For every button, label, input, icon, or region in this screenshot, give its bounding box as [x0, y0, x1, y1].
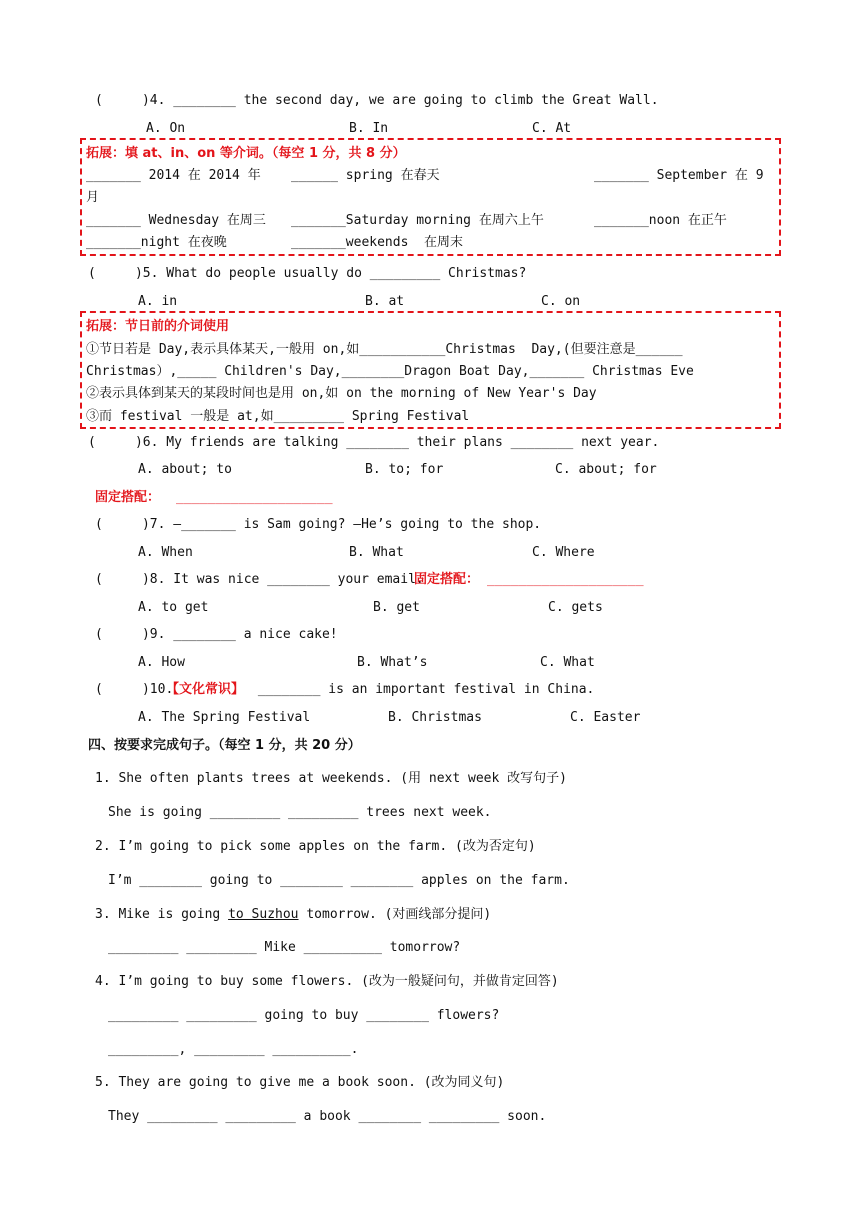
- sentence-4-question: 4. I’m going to buy some flowers. (改为一般疑问句，并做肯定回答): [95, 974, 559, 989]
- ext1-row2-col3: _______noon 在正午: [594, 213, 727, 228]
- section-4-title: 四、按要求完成句子。（每空 1 分，共 20 分）: [88, 738, 361, 753]
- question-5-stem: ( )5. What do people usually do _________ Christmas?: [88, 266, 527, 281]
- q4-option-b: B. In: [349, 121, 389, 136]
- sentence-2-question: 2. I’m going to pick some apples on the farm. (改为否定句): [95, 839, 536, 854]
- question-6-stem: ( )6. My friends are talking ________ their plans ________ next year.: [88, 435, 660, 450]
- ext2-line-2: Christmas）,_____ Children's Day,________Dragon Boat Day,_______ Christmas Eve: [86, 364, 694, 379]
- extension-1-title: 拓展：填 at、in、on 等介词。（每空 1 分，共 8 分）: [86, 146, 406, 161]
- ext1-row2-col2: _______Saturday morning 在周六上午: [291, 213, 544, 228]
- question-4-stem: ( )4. ________ the second day, we are going to climb the Great Wall.: [95, 93, 659, 108]
- q10-option-b: B. Christmas: [388, 710, 482, 725]
- ext2-line-3: ②表示具体到某天的某段时间也是用 on,如 on the morning of New Year's Day: [86, 386, 597, 401]
- sentence-1-answer: She is going _________ _________ trees next week.: [108, 805, 492, 820]
- question-10-stem: ________ is an important festival in China.: [250, 682, 595, 697]
- sentence-5-answer: They _________ _________ a book ________ _________ soon.: [108, 1109, 547, 1124]
- q7-option-b: B. What: [349, 545, 404, 560]
- underlined-phrase: to Suzhou: [228, 907, 299, 922]
- q9-option-a: A. How: [138, 655, 185, 670]
- q9-option-c: C. What: [540, 655, 595, 670]
- question-8-stem: ( )8. It was nice ________ your email.: [95, 572, 424, 587]
- q4-option-a: A. On: [146, 121, 186, 136]
- ext1-row2-col1: _______ Wednesday 在周三: [86, 213, 266, 228]
- q7-option-c: C. Where: [532, 545, 595, 560]
- sentence-4-answer-1: _________ _________ going to buy ________ flowers?: [108, 1008, 500, 1023]
- ext1-row3-col2: _______weekends 在周末: [291, 235, 464, 250]
- q6-option-b: B. to; for: [365, 462, 444, 477]
- ext1-row3-col1: _______night 在夜晚: [86, 235, 227, 250]
- q8-option-c: C. gets: [548, 600, 603, 615]
- q8-option-b: B. get: [373, 600, 420, 615]
- extension-2-title: 拓展：节日前的介词使用: [86, 319, 230, 334]
- question-7-stem: ( )7. —_______ is Sam going? —He’s going to the shop.: [95, 517, 542, 532]
- ext1-row1-col3-wrap: 月: [86, 190, 100, 205]
- ext1-row1-col1: _______ 2014 在 2014 年: [86, 168, 261, 183]
- ext2-line-4: ③而 festival 一般是 at,如_________ Spring Festival: [86, 409, 470, 424]
- q6-option-a: A. about; to: [138, 462, 232, 477]
- fixed-collocation-blank: ____________________: [176, 490, 333, 505]
- q8-option-a: A. to get: [138, 600, 209, 615]
- sentence-3-question: 3. Mike is going to Suzhou tomorrow. (对画线部分提问): [95, 907, 492, 922]
- q10-option-c: C. Easter: [570, 710, 641, 725]
- q8-fixed-collocation-blank: ____________________: [487, 572, 644, 587]
- culture-tag: 【文化常识】: [166, 682, 245, 697]
- q4-option-c: C. At: [532, 121, 572, 136]
- sentence-1-question: 1. She often plants trees at weekends. (用 next week 改写句子): [95, 771, 567, 786]
- sentence-5-question: 5. They are going to give me a book soon. (改为同义句): [95, 1075, 505, 1090]
- ext2-line-1: ①节日若是 Day,表示具体某天,一般用 on,如___________Christmas Day,(但要注意是______: [86, 342, 683, 357]
- sentence-2-answer: I’m ________ going to ________ ________ apples on the farm.: [108, 873, 570, 888]
- q5-option-b: B. at: [365, 294, 405, 309]
- question-9-stem: ( )9. ________ a nice cake!: [95, 627, 338, 642]
- q5-option-a: A. in: [138, 294, 178, 309]
- q7-option-a: A. When: [138, 545, 193, 560]
- sentence-3-answer: _________ _________ Mike __________ tomorrow?: [108, 940, 461, 955]
- ext1-row1-col2: ______ spring 在春天: [291, 168, 440, 183]
- fixed-collocation-label: 固定搭配：: [95, 490, 161, 505]
- ext1-row1-col3: _______ September 在 9: [594, 168, 764, 183]
- q9-option-b: B. What’s: [357, 655, 428, 670]
- q8-fixed-collocation-label: 固定搭配：: [414, 572, 480, 587]
- sentence-4-answer-2: _________, _________ __________.: [108, 1042, 359, 1057]
- question-10-prefix: ( )10.: [95, 682, 174, 697]
- q6-option-c: C. about; for: [555, 462, 657, 477]
- q10-option-a: A. The Spring Festival: [138, 710, 311, 725]
- q5-option-c: C. on: [541, 294, 581, 309]
